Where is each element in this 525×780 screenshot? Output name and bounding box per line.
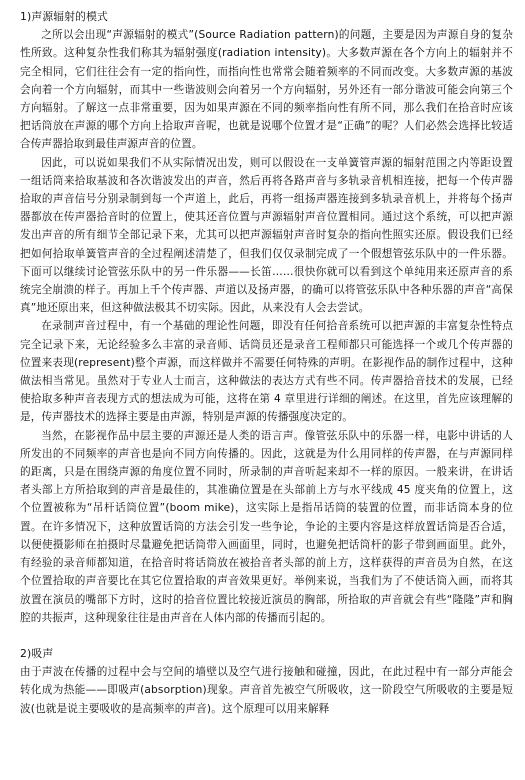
section-heading-absorption: 2)吸声 (20, 646, 54, 660)
section-spacer (20, 627, 513, 645)
paragraph: 因此，可以说如果我们不从实际情况出发，则可以假设在一支单簧管声源的辐射范围之内等距设置一组话筒来拾取基波和各次谐波发出的声音，然后再将各路声音与多轨录音机相连接，把每一个传声器拾取的声音信号分别录制到每一个声道上，此后，再将一组扬声器连接到多轨录音机上，并将每个扬声器都放在传声器拾音时的位置上，使其还音位置与声源辐射声音位置相同。通过这个系统，可以把声源发出声音的所有细节全部记录下来，尤其可以把声源辐射声音时复杂的指向性照实还原。假设我们已经把如何拾取单簧管声音的全过程阐述清楚了，但我们仅仅录制完成了一个假想管弦乐队中的一件乐器。下面可以继续讨论管弦乐队中的另一件乐器——长笛……很快你就可以看到这个单纯用来还原声音的系统完全崩溃的样子。再加上千个传声器、声道以及扬声器，的确可以将管弦乐队中各种乐器的声音“高保真”地还原出来，但这种做法极其不切实际。因此，从来没有人会去尝试。 (20, 156, 513, 315)
paragraph: 当然，在影视作品中层主要的声源还是人类的语言声。像管弦乐队中的乐器一样，电影中讲话的人所发出的不同频率的声音也是向不同方向传播的。因此，这就是为什么用同样的传声器，在与声源同样的距离，只是在围绕声源的角度位置不同时，所录制的声音听起来却不一样的原因。一般来讲，在讲话者头部上方所拾取到的声音是最佳的，其准确位置是在头部前上方与水平线成 45 度夹角的位置上，这个位置被称为“吊杆话筒位置”(boom mike)，这实际上是指吊话筒的装置的位置，而非话筒本身的位置。在许多情况下，这种放置话筒的方法会引发一些争论，争论的主要内容是这样放置话筒是否合适，以便使摄影师在拍摄时尽量避免把话筒带入画面里，同时，也避免把话筒杆的影子带到画面里。此外，有经验的录音师都知道，在拾音时将话筒放在被拾音者头部的前上方，这样获得的声音员为自然，在这个位置拾取的声音要比在其它位置拾取的声音效果更好。举例来说，当我们为了不使话筒入画，而将其放置在演员的嘴部下方时，这时的拾音位置比较接近演员的胸部，所拾取的声音就会有些“隆隆”声和胸腔的共振声，这种现象往往是由声音在人体内部的传播而引起的。 (20, 429, 513, 624)
paragraph: 之所以会出现“声源辐射的模式”(Source Radiation pattern)的问题，主要是因为声源自身的复杂性所致。这种复杂性我们称其为辐射强度(radiation intensity)。大多数声源在各个方向上的辐射并不完全相同，它们往往会有一定的指向性，而指向性也常常会随着频率的不同而改变。大多数声源的基波会向着一个方向辐射，而其中一些谐波则会向着另一个方向辐射，另外还有一部分谐波可能会向第三个方向辐射。了解这一点非常重要，因为如果声源在不同的频率指向性有所不同，那么我们在拾音时应该把话筒放在声源的哪个方向上拾取声音呢，也就是说哪个位置才是“正确”的呢？人们必然会选择比较适合传声器拾取到最佳声源声音的位置。 (20, 29, 513, 151)
paragraph: 由于声波在传播的过程中会与空间的墙壁以及空气进行接触和碰撞，因此，在此过程中有一部分声能会转化成为热能——即吸声(absorption)现象。声音首先被空气所吸收，这一阶段空气所吸收的主要是短波(也就是说主要吸收的是高频率的声音)。这个原理可以用来解释 (20, 666, 513, 715)
section-heading-radiation-pattern: 1)声源辐射的模式 (20, 10, 109, 23)
paragraph: 在录制声音过程中，有一个基础的理论性问题，即没有任何拾音系统可以把声源的丰富复杂性特点完全记录下来，无论经验多么丰富的录音师、话筒员还是录音工程师都只可能选择一个或几个传声器的位置来表现(represent)整个声源，而这样做并不需要任何特殊的声明。在影视作品的制作过程中，这种做法相当常见。虽然对于专业人士而言，这种做法的表达方式有些不同。传声器拾音技术的发展，已经使拾取多种声音表现方式的想法成为可能，这将在第 4 章里进行详细的阐述。在这里，首先应该理解的是，传声器技术的选择主要是由声源，特别是声源的传播强度决定的。 (20, 320, 513, 424)
